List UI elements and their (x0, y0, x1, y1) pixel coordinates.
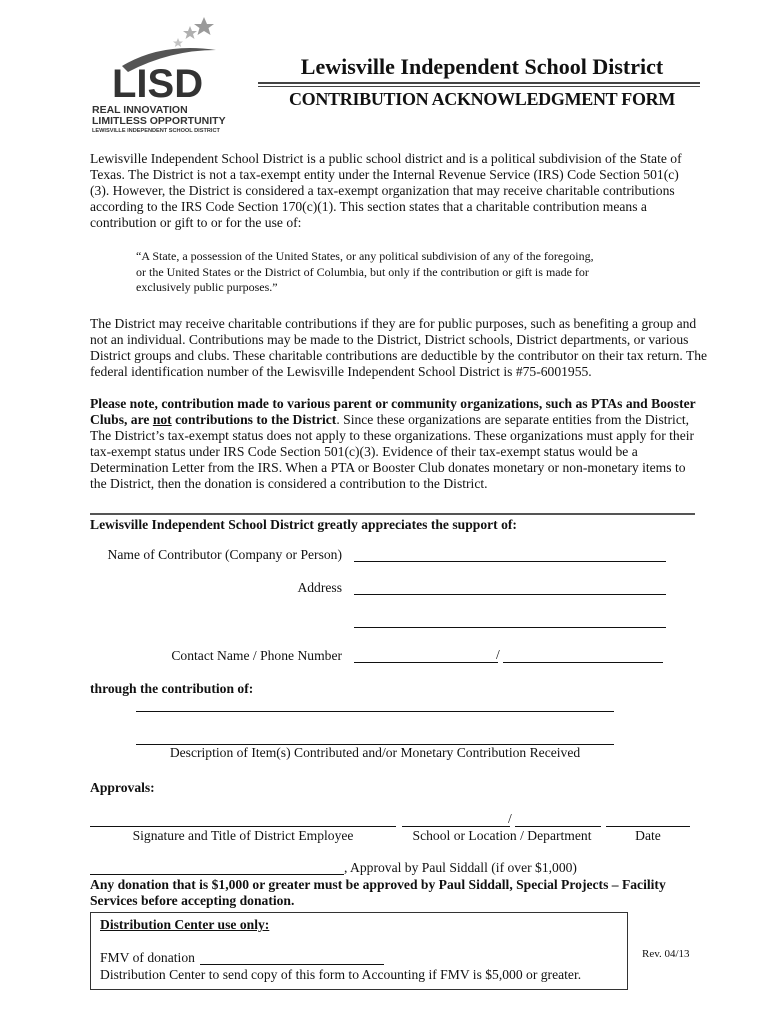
logo-tagline-line1: REAL INNOVATION (92, 104, 188, 116)
school-label: School or Location / Department (412, 828, 592, 843)
fmv-field[interactable] (200, 964, 384, 965)
address-label: Address (297, 580, 342, 595)
contribution-heading: through the contribution of: (90, 681, 254, 696)
section-divider (90, 513, 695, 515)
address-field-line1[interactable] (354, 594, 666, 595)
logo-tagline-line2: LIMITLESS OPPORTUNITY (92, 115, 226, 127)
school-field[interactable] (402, 826, 510, 827)
logo-tagline (92, 105, 242, 136)
pta-note-paragraph (90, 396, 698, 492)
irs-quote: “A State, a possession of the United States, or any political subdivision of any of the foregoing, or the United States or the District of Columbia, but only if the contribution or gift is made for exclusively public purposes.” (136, 249, 594, 294)
distribution-heading: Distribution Center use only: (100, 917, 270, 932)
distribution-note: Distribution Center to send copy of this form to Accounting if FMV is $5,000 or greater. (100, 967, 582, 982)
description-label: Description of Item(s) Contributed and/or Monetary Contribution Received (169, 745, 581, 760)
department-field[interactable] (515, 826, 601, 827)
signature-label: Signature and Title of District Employee (132, 828, 354, 843)
star-icon (183, 26, 197, 39)
contact-name-field[interactable] (354, 662, 498, 663)
logo-mark-text: LISD (112, 62, 204, 106)
contribution-field-line1[interactable] (136, 711, 614, 712)
approval-signature-field[interactable] (90, 874, 344, 875)
contact-label: Contact Name / Phone Number (171, 648, 342, 663)
public-purpose-paragraph: The District may receive charitable contributions if they are for public purposes, such as benefiting a group and not an individual. Contributions may be made to the District, District schools, District departments, or various District groups and clubs. These charitable contributions are deductible by the contributor on their tax return. The federal identification number of the Lewisville Independent School District is #75-6001955. (90, 316, 708, 379)
pta-note-rest: . Since these organizations are separate entities from the District, The District’s tax-exempt status does not apply to these organizations. These organizations must apply for their tax-exempt status under IRS Code Section 501(c)(3). Evidence of their tax-exempt status would be a Determination Letter from the IRS. When a PTA or Booster Club donates monetary or non-monetary items to the District, then the donation is considered a contribution to the District. (90, 412, 695, 491)
contributor-label: Name of Contributor (Company or Person) (107, 547, 342, 562)
contributor-field[interactable] (354, 561, 666, 562)
signature-field[interactable] (90, 826, 396, 827)
intro-paragraph: Lewisville Independent School District is a public school district and is a political subdivision of the State of Texas. The District is not a tax-exempt entity under the Internal Revenue Service (IRS) Code Section 501(c)(3). However, the District is considered a tax-exempt organization that may receive charitable contributions according to the IRS Code Section 170(c)(1). This section states that a charitable contribution means a contribution or gift to or for the use of: (90, 151, 682, 230)
star-icon (173, 38, 183, 47)
logo-tagline-line3: LEWISVILLE INDEPENDENT SCHOOL DISTRICT (92, 128, 220, 134)
lisd-logo (92, 12, 252, 142)
pta-note-bold: Please note, contribution made to various parent or community organizations, such as PTAs and Booster Clubs, are (90, 396, 696, 427)
title-rule (258, 82, 700, 84)
contact-separator: / (496, 647, 500, 662)
pta-note-not: not (152, 412, 172, 427)
address-field-line2[interactable] (354, 627, 666, 628)
fmv-label: FMV of donation (100, 950, 195, 965)
date-label: Date (635, 828, 661, 843)
revision-label: Rev. 04/13 (642, 948, 690, 960)
approval-label: , Approval by Paul Siddall (if over $1,000) (344, 860, 577, 875)
form-title: CONTRIBUTION ACKNOWLEDGMENT FORM (288, 89, 676, 109)
title-rule-thin (258, 86, 700, 87)
approvals-heading: Approvals: (90, 780, 155, 795)
page-title: Lewisville Independent School District (300, 54, 664, 79)
donation-approval-note: Any donation that is $1,000 or greater must be approved by Paul Siddall, Special Projects – Facility Services before accepting donation. (90, 877, 666, 908)
pta-note-bold-end: contributions to the District (171, 412, 337, 427)
date-field[interactable] (606, 826, 690, 827)
star-icon (194, 17, 214, 35)
appreciation-heading: Lewisville Independent School District greatly appreciates the support of: (90, 517, 517, 532)
school-separator: / (508, 811, 512, 826)
contact-phone-field[interactable] (503, 662, 663, 663)
